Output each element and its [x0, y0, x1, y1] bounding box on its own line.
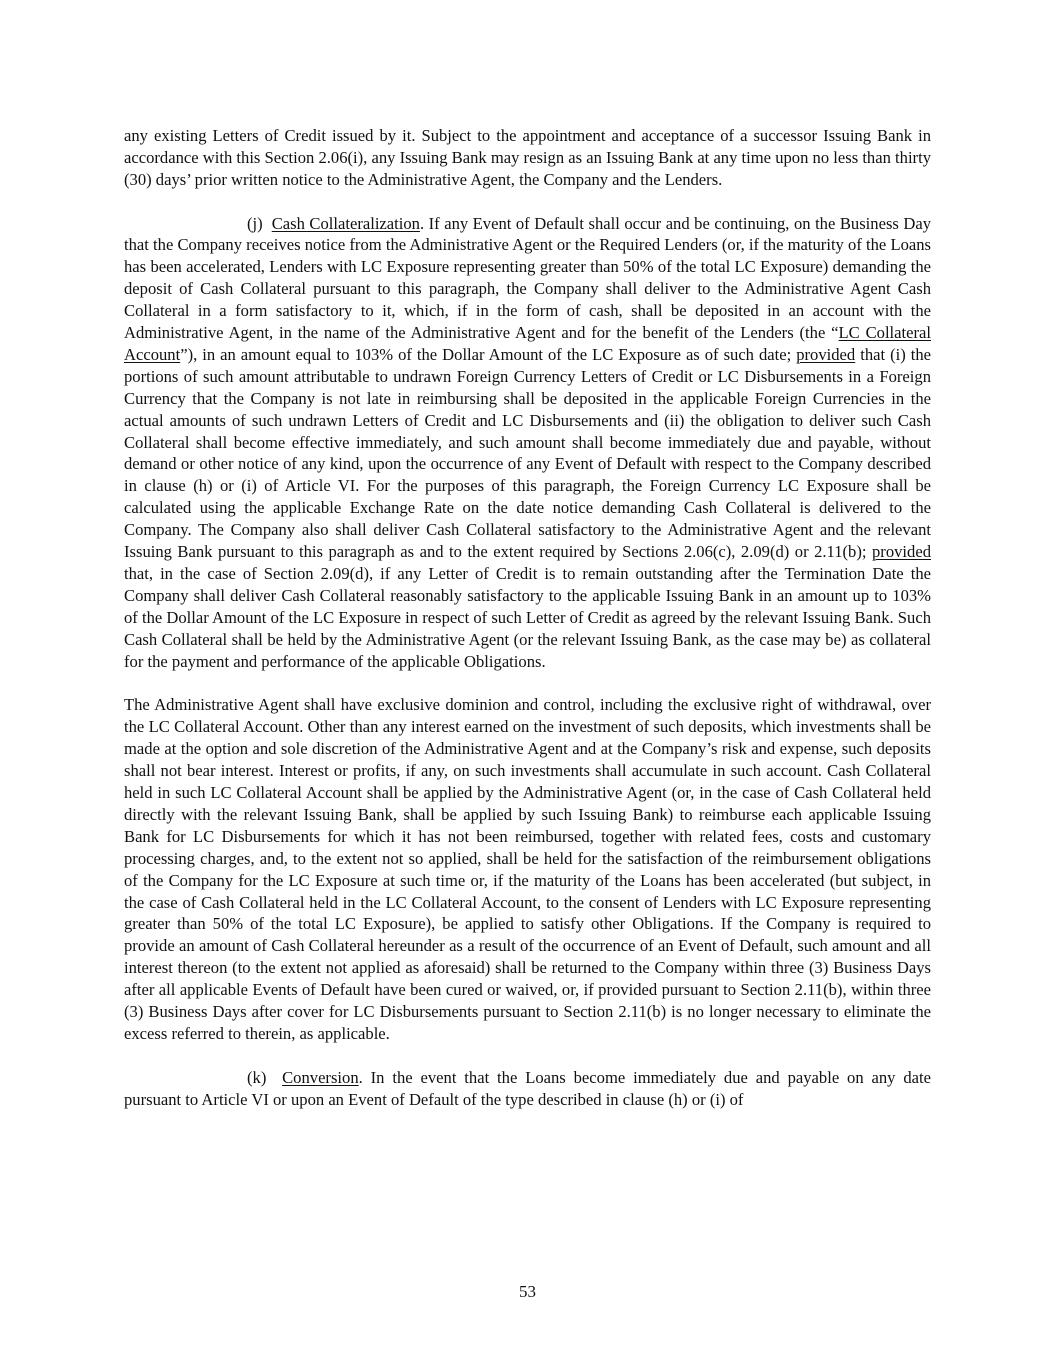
section-label-k: (k): [247, 1067, 267, 1087]
page-number: 53: [519, 1282, 536, 1301]
paragraph-text: that (i) the portions of such amount attributable to undrawn Foreign Currency Letters of Credit or LC Disbursements in a Foreign Currency that the Company is not late in reimbursing shall be deposited in the applicable Foreign Currencies in the actual amounts of such undrawn Letters of Credit and LC Disbursements and (ii) the obligation to deliver such Cash Collateral shall become effective immediately, and such amount shall become immediately due and payable, without demand or other notice of any kind, upon the occurrence of any Event of Default with respect to the Company described in clause (h) or (i) of Article VI. For the purposes of this paragraph, the Foreign Currency LC Exposure shall be calculated using the applicable Exchange Rate on the date notice demanding Cash Collateral is delivered to the Company. The Company also shall deliver Cash Collateral satisfactory to the Administrative Agent and the relevant Issuing Bank pursuant to this paragraph as and to the extent required by Sections 2.06(c), 2.09(d) or 2.11(b);: [124, 344, 932, 562]
section-label-j: (j): [247, 213, 263, 233]
paragraph-issuing-bank-resignation: any existing Letters of Credit issued by it. Subject to the appointment and acceptance of a successor Issuing Bank in accordance with this Section 2.06(i), any Issuing Bank may resign as an Issuing Bank at any time upon no less than thirty (30) days’ prior written notice to the Administrative Agent, the Company and the Lenders.: [124, 126, 931, 189]
paragraph-spacer: [124, 673, 931, 695]
paragraph-text: . In the event that the Loans become immediately due and payable on any date pursuant to Article VI or upon an Event of Default of the type described in clause (h) or (i) of: [124, 1067, 931, 1109]
proviso-term: provided: [872, 542, 931, 562]
paragraph-text: . If any Event of Default shall occur and be continuing, on the Business Day that the Company receives notice from the Administrative Agent or the Required Lenders (or, if the maturity of the Loans has been accelerated, Lenders with LC Exposure representing greater than 50% of the total LC Exposure) demanding the deposit of Cash Collateral pursuant to this paragraph, the Company shall deliver to the Administrative Agent Cash Collateral in a form satisfactory to it, which, if in the form of cash, shall be deposited in an account with the Administrative Agent, in the name of the Administrative Agent and for the benefit of the Lenders (the “: [124, 213, 932, 343]
paragraph-conversion: [124, 1067, 931, 1111]
paragraph-spacer: [124, 191, 931, 213]
section-heading-cash-collateralization: Cash Collateralization: [271, 213, 420, 233]
document-body: [124, 125, 931, 1110]
section-heading-conversion: Conversion: [282, 1067, 359, 1087]
paragraph-text: that, in the case of Section 2.09(d), if any Letter of Credit is to remain outstanding after the Termination Date the Company shall deliver Cash Collateral reasonably satisfactory to the applicable Issuing Bank in an amount up to 103% of the Dollar Amount of the LC Exposure in respect of such Letter of Credit as agreed by the relevant Issuing Bank. Such Cash Collateral shall be held by the Administrative Agent (or the relevant Issuing Bank, as the case may be) as collateral for the payment and performance of the applicable Obligations.: [124, 564, 931, 671]
proviso-term: provided: [796, 344, 856, 364]
defined-term-lc-collateral-account: LC Collateral Account: [124, 323, 932, 364]
paragraph-spacer: [124, 1045, 931, 1067]
paragraph-cash-collateralization: [124, 213, 931, 673]
paragraph-administrative-agent-dominion: The Administrative Agent shall have exclusive dominion and control, including the exclusive right of withdrawal, over the LC Collateral Account. Other than any interest earned on the investment of such deposits, which investments shall be made at the option and sole discretion of the Administrative Agent and at the Company’s risk and expense, such deposits shall not bear interest. Interest or profits, if any, on such investments shall accumulate in such account. Cash Collateral held in such LC Collateral Account shall be applied by the Administrative Agent (or, in the case of Cash Collateral held directly with the relevant Issuing Bank, shall be applied by such Issuing Bank) to reimburse each applicable Issuing Bank for LC Disbursements for which it has not been reimbursed, together with related fees, costs and customary processing charges, and, to the extent not so applied, shall be held for the satisfaction of the reimbursement obligations of the Company for the LC Exposure at such time or, if the maturity of the Loans has been accelerated (but subject, in the case of Cash Collateral held in the LC Collateral Account, to the consent of Lenders with LC Exposure representing greater than 50% of the total LC Exposure), be applied to satisfy other Obligations. If the Company is required to provide an amount of Cash Collateral hereunder as a result of the occurrence of an Event of Default, such amount and all interest thereon (to the extent not applied as aforesaid) shall be returned to the Company within three (3) Business Days after all applicable Events of Default have been cured or waived, or, if provided pursuant to Section 2.11(b), within three (3) Business Days after cover for LC Disbursements pursuant to Section 2.11(b) is no longer necessary to eliminate the excess referred to therein, as applicable.: [124, 695, 931, 1043]
paragraph-text: ”), in an amount equal to 103% of the Dollar Amount of the LC Exposure as of such date;: [180, 344, 797, 364]
